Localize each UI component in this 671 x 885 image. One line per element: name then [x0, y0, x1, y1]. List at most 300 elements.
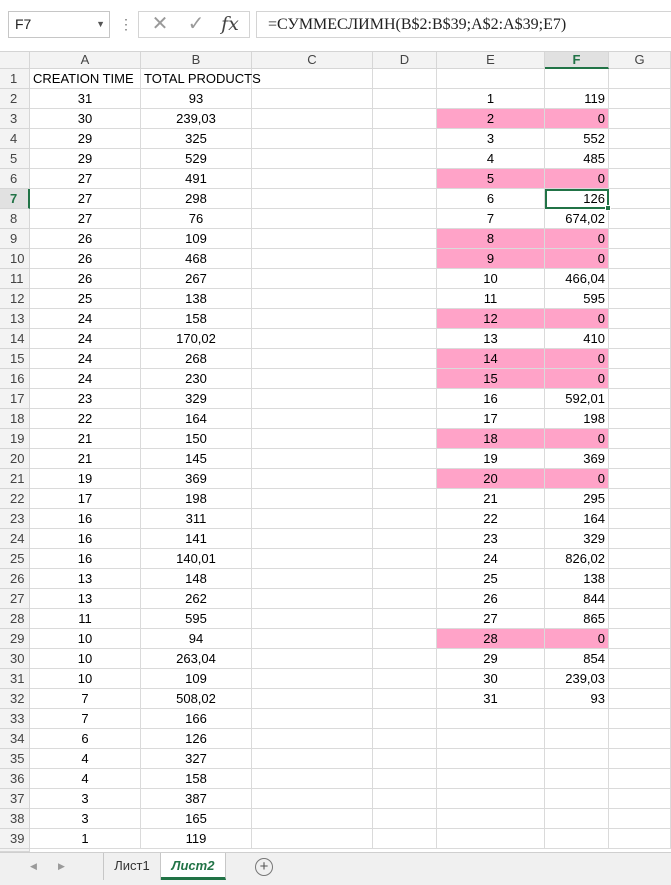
cell-a15[interactable]: 24 — [30, 349, 141, 369]
cell-b36[interactable]: 158 — [141, 769, 252, 789]
cell-e13[interactable]: 12 — [437, 309, 545, 329]
cell-f31[interactable]: 239,03 — [545, 669, 609, 689]
cell-g36[interactable] — [609, 769, 671, 789]
cell-b24[interactable]: 141 — [141, 529, 252, 549]
cell-g14[interactable] — [609, 329, 671, 349]
cell-g2[interactable] — [609, 89, 671, 109]
cell-g29[interactable] — [609, 629, 671, 649]
row-header[interactable]: 32 — [0, 689, 30, 709]
cell-b32[interactable]: 508,02 — [141, 689, 252, 709]
cell-a31[interactable]: 10 — [30, 669, 141, 689]
cell-a37[interactable]: 3 — [30, 789, 141, 809]
cell-a34[interactable]: 6 — [30, 729, 141, 749]
cell-g25[interactable] — [609, 549, 671, 569]
cell-a5[interactable]: 29 — [30, 149, 141, 169]
cell-d3[interactable] — [373, 109, 437, 129]
cell-e36[interactable] — [437, 769, 545, 789]
cell-c13[interactable] — [252, 309, 373, 329]
cell-g23[interactable] — [609, 509, 671, 529]
cell-d35[interactable] — [373, 749, 437, 769]
cell-c14[interactable] — [252, 329, 373, 349]
cell-f1[interactable] — [545, 69, 609, 89]
cell-d24[interactable] — [373, 529, 437, 549]
cell-g11[interactable] — [609, 269, 671, 289]
cell-f20[interactable]: 369 — [545, 449, 609, 469]
row-header[interactable]: 17 — [0, 389, 30, 409]
cell-e39[interactable] — [437, 829, 545, 849]
cell-b2[interactable]: 93 — [141, 89, 252, 109]
tab-sheet1[interactable]: Лист1 — [103, 853, 161, 880]
cell-g21[interactable] — [609, 469, 671, 489]
cell-d20[interactable] — [373, 449, 437, 469]
row-header[interactable]: 12 — [0, 289, 30, 309]
cell-a4[interactable]: 29 — [30, 129, 141, 149]
cell-c16[interactable] — [252, 369, 373, 389]
cell-b22[interactable]: 198 — [141, 489, 252, 509]
cell-g32[interactable] — [609, 689, 671, 709]
cell-f12[interactable]: 595 — [545, 289, 609, 309]
cell-d7[interactable] — [373, 189, 437, 209]
fill-handle[interactable] — [605, 205, 611, 211]
cell-c28[interactable] — [252, 609, 373, 629]
cell-a16[interactable]: 24 — [30, 369, 141, 389]
cell-c35[interactable] — [252, 749, 373, 769]
cell-f19[interactable]: 0 — [545, 429, 609, 449]
cell-e37[interactable] — [437, 789, 545, 809]
row-header[interactable]: 24 — [0, 529, 30, 549]
cell-g3[interactable] — [609, 109, 671, 129]
cell-g39[interactable] — [609, 829, 671, 849]
cell-e35[interactable] — [437, 749, 545, 769]
cell-e32[interactable]: 31 — [437, 689, 545, 709]
cell-d16[interactable] — [373, 369, 437, 389]
cell-d19[interactable] — [373, 429, 437, 449]
cell-g24[interactable] — [609, 529, 671, 549]
cell-b11[interactable]: 267 — [141, 269, 252, 289]
cell-d26[interactable] — [373, 569, 437, 589]
cell-d33[interactable] — [373, 709, 437, 729]
cell-a38[interactable]: 3 — [30, 809, 141, 829]
cell-e6[interactable]: 5 — [437, 169, 545, 189]
cell-f14[interactable]: 410 — [545, 329, 609, 349]
row-header[interactable]: 37 — [0, 789, 30, 809]
row-header[interactable]: 7 — [0, 189, 30, 209]
cell-a8[interactable]: 27 — [30, 209, 141, 229]
cell-c34[interactable] — [252, 729, 373, 749]
cell-g6[interactable] — [609, 169, 671, 189]
cell-f33[interactable] — [545, 709, 609, 729]
cell-f17[interactable]: 592,01 — [545, 389, 609, 409]
cell-g10[interactable] — [609, 249, 671, 269]
cell-g15[interactable] — [609, 349, 671, 369]
cell-c19[interactable] — [252, 429, 373, 449]
cell-f22[interactable]: 295 — [545, 489, 609, 509]
cell-d15[interactable] — [373, 349, 437, 369]
cell-f26[interactable]: 138 — [545, 569, 609, 589]
cell-b23[interactable]: 311 — [141, 509, 252, 529]
cell-e16[interactable]: 15 — [437, 369, 545, 389]
cell-e23[interactable]: 22 — [437, 509, 545, 529]
row-header[interactable]: 28 — [0, 609, 30, 629]
cell-c20[interactable] — [252, 449, 373, 469]
cell-a9[interactable]: 26 — [30, 229, 141, 249]
cell-c26[interactable] — [252, 569, 373, 589]
cell-b38[interactable]: 165 — [141, 809, 252, 829]
cell-a29[interactable]: 10 — [30, 629, 141, 649]
cell-f10[interactable]: 0 — [545, 249, 609, 269]
cell-a10[interactable]: 26 — [30, 249, 141, 269]
cell-e29[interactable]: 28 — [437, 629, 545, 649]
cell-f9[interactable]: 0 — [545, 229, 609, 249]
cell-a36[interactable]: 4 — [30, 769, 141, 789]
cell-b31[interactable]: 109 — [141, 669, 252, 689]
cell-e28[interactable]: 27 — [437, 609, 545, 629]
cell-g9[interactable] — [609, 229, 671, 249]
cell-b17[interactable]: 329 — [141, 389, 252, 409]
row-header[interactable]: 15 — [0, 349, 30, 369]
cell-d34[interactable] — [373, 729, 437, 749]
cell-b7[interactable]: 298 — [141, 189, 252, 209]
cell-f4[interactable]: 552 — [545, 129, 609, 149]
cell-e4[interactable]: 3 — [437, 129, 545, 149]
cell-d17[interactable] — [373, 389, 437, 409]
cell-c1[interactable] — [252, 69, 373, 89]
row-header[interactable]: 25 — [0, 549, 30, 569]
cell-e3[interactable]: 2 — [437, 109, 545, 129]
cell-b6[interactable]: 491 — [141, 169, 252, 189]
cell-f27[interactable]: 844 — [545, 589, 609, 609]
insert-function-icon[interactable]: fx — [221, 13, 239, 35]
cell-a39[interactable]: 1 — [30, 829, 141, 849]
row-header[interactable]: 19 — [0, 429, 30, 449]
cell-g37[interactable] — [609, 789, 671, 809]
cell-c3[interactable] — [252, 109, 373, 129]
cell-e14[interactable]: 13 — [437, 329, 545, 349]
cell-c25[interactable] — [252, 549, 373, 569]
cell-c9[interactable] — [252, 229, 373, 249]
cell-e9[interactable]: 8 — [437, 229, 545, 249]
cell-g22[interactable] — [609, 489, 671, 509]
cell-b37[interactable]: 387 — [141, 789, 252, 809]
cell-b4[interactable]: 325 — [141, 129, 252, 149]
cell-f6[interactable]: 0 — [545, 169, 609, 189]
cell-a21[interactable]: 19 — [30, 469, 141, 489]
cell-a32[interactable]: 7 — [30, 689, 141, 709]
cell-d10[interactable] — [373, 249, 437, 269]
cell-b1[interactable]: TOTAL PRODUCTS — [141, 69, 252, 89]
cell-a2[interactable]: 31 — [30, 89, 141, 109]
cell-a12[interactable]: 25 — [30, 289, 141, 309]
cell-f3[interactable]: 0 — [545, 109, 609, 129]
cell-f38[interactable] — [545, 809, 609, 829]
cell-a25[interactable]: 16 — [30, 549, 141, 569]
row-header[interactable]: 8 — [0, 209, 30, 229]
cell-g1[interactable] — [609, 69, 671, 89]
row-header[interactable]: 18 — [0, 409, 30, 429]
cell-g20[interactable] — [609, 449, 671, 469]
cell-e10[interactable]: 9 — [437, 249, 545, 269]
spreadsheet-grid[interactable] — [0, 52, 671, 852]
cell-g30[interactable] — [609, 649, 671, 669]
cell-e19[interactable]: 18 — [437, 429, 545, 449]
cell-e34[interactable] — [437, 729, 545, 749]
row-header[interactable]: 11 — [0, 269, 30, 289]
cell-g33[interactable] — [609, 709, 671, 729]
drag-handle-icon[interactable]: ⋮ — [119, 16, 133, 32]
cell-e21[interactable]: 20 — [437, 469, 545, 489]
cell-c5[interactable] — [252, 149, 373, 169]
cell-e25[interactable]: 24 — [437, 549, 545, 569]
cell-c27[interactable] — [252, 589, 373, 609]
cell-d5[interactable] — [373, 149, 437, 169]
column-header-d[interactable]: D — [373, 52, 437, 69]
cell-d29[interactable] — [373, 629, 437, 649]
cell-a19[interactable]: 21 — [30, 429, 141, 449]
cell-f21[interactable]: 0 — [545, 469, 609, 489]
cell-a26[interactable]: 13 — [30, 569, 141, 589]
cell-c21[interactable] — [252, 469, 373, 489]
cell-d9[interactable] — [373, 229, 437, 249]
cell-g17[interactable] — [609, 389, 671, 409]
cell-g13[interactable] — [609, 309, 671, 329]
row-header[interactable]: 10 — [0, 249, 30, 269]
cell-f8[interactable]: 674,02 — [545, 209, 609, 229]
cell-c18[interactable] — [252, 409, 373, 429]
row-header[interactable]: 30 — [0, 649, 30, 669]
cell-g5[interactable] — [609, 149, 671, 169]
cell-c32[interactable] — [252, 689, 373, 709]
cell-e24[interactable]: 23 — [437, 529, 545, 549]
cell-d1[interactable] — [373, 69, 437, 89]
cell-b34[interactable]: 126 — [141, 729, 252, 749]
row-header[interactable]: 9 — [0, 229, 30, 249]
row-header[interactable]: 5 — [0, 149, 30, 169]
cell-b12[interactable]: 138 — [141, 289, 252, 309]
cell-f18[interactable]: 198 — [545, 409, 609, 429]
cell-c10[interactable] — [252, 249, 373, 269]
cell-c23[interactable] — [252, 509, 373, 529]
cell-d23[interactable] — [373, 509, 437, 529]
chevron-down-icon[interactable]: ▼ — [96, 19, 105, 29]
cell-a33[interactable]: 7 — [30, 709, 141, 729]
cancel-icon[interactable]: ✕ — [151, 13, 169, 35]
cell-b19[interactable]: 150 — [141, 429, 252, 449]
row-header[interactable]: 1 — [0, 69, 30, 89]
row-header[interactable]: 4 — [0, 129, 30, 149]
cell-f13[interactable]: 0 — [545, 309, 609, 329]
cell-d18[interactable] — [373, 409, 437, 429]
cell-e38[interactable] — [437, 809, 545, 829]
cell-e26[interactable]: 25 — [437, 569, 545, 589]
cell-a30[interactable]: 10 — [30, 649, 141, 669]
cell-b13[interactable]: 158 — [141, 309, 252, 329]
cell-d22[interactable] — [373, 489, 437, 509]
cell-d31[interactable] — [373, 669, 437, 689]
cell-a6[interactable]: 27 — [30, 169, 141, 189]
cell-e30[interactable]: 29 — [437, 649, 545, 669]
cell-e31[interactable]: 30 — [437, 669, 545, 689]
cell-d4[interactable] — [373, 129, 437, 149]
cell-a1[interactable]: CREATION TIME — [30, 69, 141, 89]
cell-a11[interactable]: 26 — [30, 269, 141, 289]
row-header[interactable]: 38 — [0, 809, 30, 829]
cell-c17[interactable] — [252, 389, 373, 409]
cell-d32[interactable] — [373, 689, 437, 709]
cell-d14[interactable] — [373, 329, 437, 349]
cell-e11[interactable]: 10 — [437, 269, 545, 289]
cell-g8[interactable] — [609, 209, 671, 229]
cell-b14[interactable]: 170,02 — [141, 329, 252, 349]
cell-f24[interactable]: 329 — [545, 529, 609, 549]
row-header[interactable]: 39 — [0, 829, 30, 849]
cell-g27[interactable] — [609, 589, 671, 609]
row-header[interactable]: 2 — [0, 89, 30, 109]
cell-g16[interactable] — [609, 369, 671, 389]
row-header[interactable]: 22 — [0, 489, 30, 509]
cell-a20[interactable]: 21 — [30, 449, 141, 469]
row-header[interactable]: 33 — [0, 709, 30, 729]
cell-b29[interactable]: 94 — [141, 629, 252, 649]
cell-e1[interactable] — [437, 69, 545, 89]
cell-g7[interactable] — [609, 189, 671, 209]
cell-c2[interactable] — [252, 89, 373, 109]
cell-a35[interactable]: 4 — [30, 749, 141, 769]
column-header-g[interactable]: G — [609, 52, 671, 69]
cell-c7[interactable] — [252, 189, 373, 209]
cell-f7[interactable]: 126 — [545, 189, 609, 209]
cell-b18[interactable]: 164 — [141, 409, 252, 429]
row-header[interactable]: 6 — [0, 169, 30, 189]
cell-g38[interactable] — [609, 809, 671, 829]
cell-f28[interactable]: 865 — [545, 609, 609, 629]
cell-b5[interactable]: 529 — [141, 149, 252, 169]
cell-e22[interactable]: 21 — [437, 489, 545, 509]
row-header[interactable]: 23 — [0, 509, 30, 529]
cell-b30[interactable]: 263,04 — [141, 649, 252, 669]
cell-c6[interactable] — [252, 169, 373, 189]
cell-d12[interactable] — [373, 289, 437, 309]
cell-c39[interactable] — [252, 829, 373, 849]
cell-a18[interactable]: 22 — [30, 409, 141, 429]
cell-g26[interactable] — [609, 569, 671, 589]
cell-b21[interactable]: 369 — [141, 469, 252, 489]
cell-a27[interactable]: 13 — [30, 589, 141, 609]
cell-b16[interactable]: 230 — [141, 369, 252, 389]
cell-a13[interactable]: 24 — [30, 309, 141, 329]
cell-c22[interactable] — [252, 489, 373, 509]
check-icon[interactable]: ✓ — [187, 13, 205, 35]
cell-d6[interactable] — [373, 169, 437, 189]
cell-b28[interactable]: 595 — [141, 609, 252, 629]
cell-f23[interactable]: 164 — [545, 509, 609, 529]
cell-e8[interactable]: 7 — [437, 209, 545, 229]
cell-f37[interactable] — [545, 789, 609, 809]
cell-a28[interactable]: 11 — [30, 609, 141, 629]
cell-e33[interactable] — [437, 709, 545, 729]
cell-g34[interactable] — [609, 729, 671, 749]
cell-c31[interactable] — [252, 669, 373, 689]
cell-f39[interactable] — [545, 829, 609, 849]
column-header-c[interactable]: C — [252, 52, 373, 69]
row-header[interactable]: 21 — [0, 469, 30, 489]
cell-d21[interactable] — [373, 469, 437, 489]
column-header-a[interactable]: A — [30, 52, 141, 69]
cell-e7[interactable]: 6 — [437, 189, 545, 209]
cell-d2[interactable] — [373, 89, 437, 109]
cell-e2[interactable]: 1 — [437, 89, 545, 109]
cell-f5[interactable]: 485 — [545, 149, 609, 169]
cell-d38[interactable] — [373, 809, 437, 829]
cell-a17[interactable]: 23 — [30, 389, 141, 409]
tab-sheet2[interactable]: Лист2 — [161, 853, 226, 880]
cell-b25[interactable]: 140,01 — [141, 549, 252, 569]
cell-g18[interactable] — [609, 409, 671, 429]
row-header[interactable]: 36 — [0, 769, 30, 789]
scroll-left-icon[interactable]: ◀ — [30, 861, 37, 871]
column-header-b[interactable]: B — [141, 52, 252, 69]
cell-c15[interactable] — [252, 349, 373, 369]
cell-a7[interactable]: 27 — [30, 189, 141, 209]
cell-b8[interactable]: 76 — [141, 209, 252, 229]
cell-g28[interactable] — [609, 609, 671, 629]
cell-c33[interactable] — [252, 709, 373, 729]
cell-e5[interactable]: 4 — [437, 149, 545, 169]
cell-c37[interactable] — [252, 789, 373, 809]
cell-e18[interactable]: 17 — [437, 409, 545, 429]
row-header[interactable]: 29 — [0, 629, 30, 649]
cell-f29[interactable]: 0 — [545, 629, 609, 649]
cell-b26[interactable]: 148 — [141, 569, 252, 589]
cell-b35[interactable]: 327 — [141, 749, 252, 769]
scroll-right-icon[interactable]: ▶ — [58, 861, 65, 871]
cell-d28[interactable] — [373, 609, 437, 629]
name-box[interactable] — [8, 11, 110, 38]
row-header[interactable]: 16 — [0, 369, 30, 389]
cell-a3[interactable]: 30 — [30, 109, 141, 129]
cell-a14[interactable]: 24 — [30, 329, 141, 349]
cell-b33[interactable]: 166 — [141, 709, 252, 729]
cell-g12[interactable] — [609, 289, 671, 309]
cell-c11[interactable] — [252, 269, 373, 289]
cell-e27[interactable]: 26 — [437, 589, 545, 609]
cell-g19[interactable] — [609, 429, 671, 449]
row-header[interactable]: 31 — [0, 669, 30, 689]
cell-a24[interactable]: 16 — [30, 529, 141, 549]
cell-d30[interactable] — [373, 649, 437, 669]
cell-f16[interactable]: 0 — [545, 369, 609, 389]
row-header[interactable]: 35 — [0, 749, 30, 769]
cell-b10[interactable]: 468 — [141, 249, 252, 269]
cell-f2[interactable]: 119 — [545, 89, 609, 109]
cell-f32[interactable]: 93 — [545, 689, 609, 709]
cell-f30[interactable]: 854 — [545, 649, 609, 669]
cell-e15[interactable]: 14 — [437, 349, 545, 369]
row-header[interactable]: 34 — [0, 729, 30, 749]
column-header-e[interactable]: E — [437, 52, 545, 69]
row-header[interactable]: 3 — [0, 109, 30, 129]
cell-a23[interactable]: 16 — [30, 509, 141, 529]
add-sheet-icon[interactable]: + — [255, 858, 273, 876]
row-header[interactable]: 27 — [0, 589, 30, 609]
row-header[interactable]: 14 — [0, 329, 30, 349]
cell-d27[interactable] — [373, 589, 437, 609]
cell-b39[interactable]: 119 — [141, 829, 252, 849]
cell-c24[interactable] — [252, 529, 373, 549]
cell-f25[interactable]: 826,02 — [545, 549, 609, 569]
cell-g35[interactable] — [609, 749, 671, 769]
cell-f35[interactable] — [545, 749, 609, 769]
cell-d37[interactable] — [373, 789, 437, 809]
